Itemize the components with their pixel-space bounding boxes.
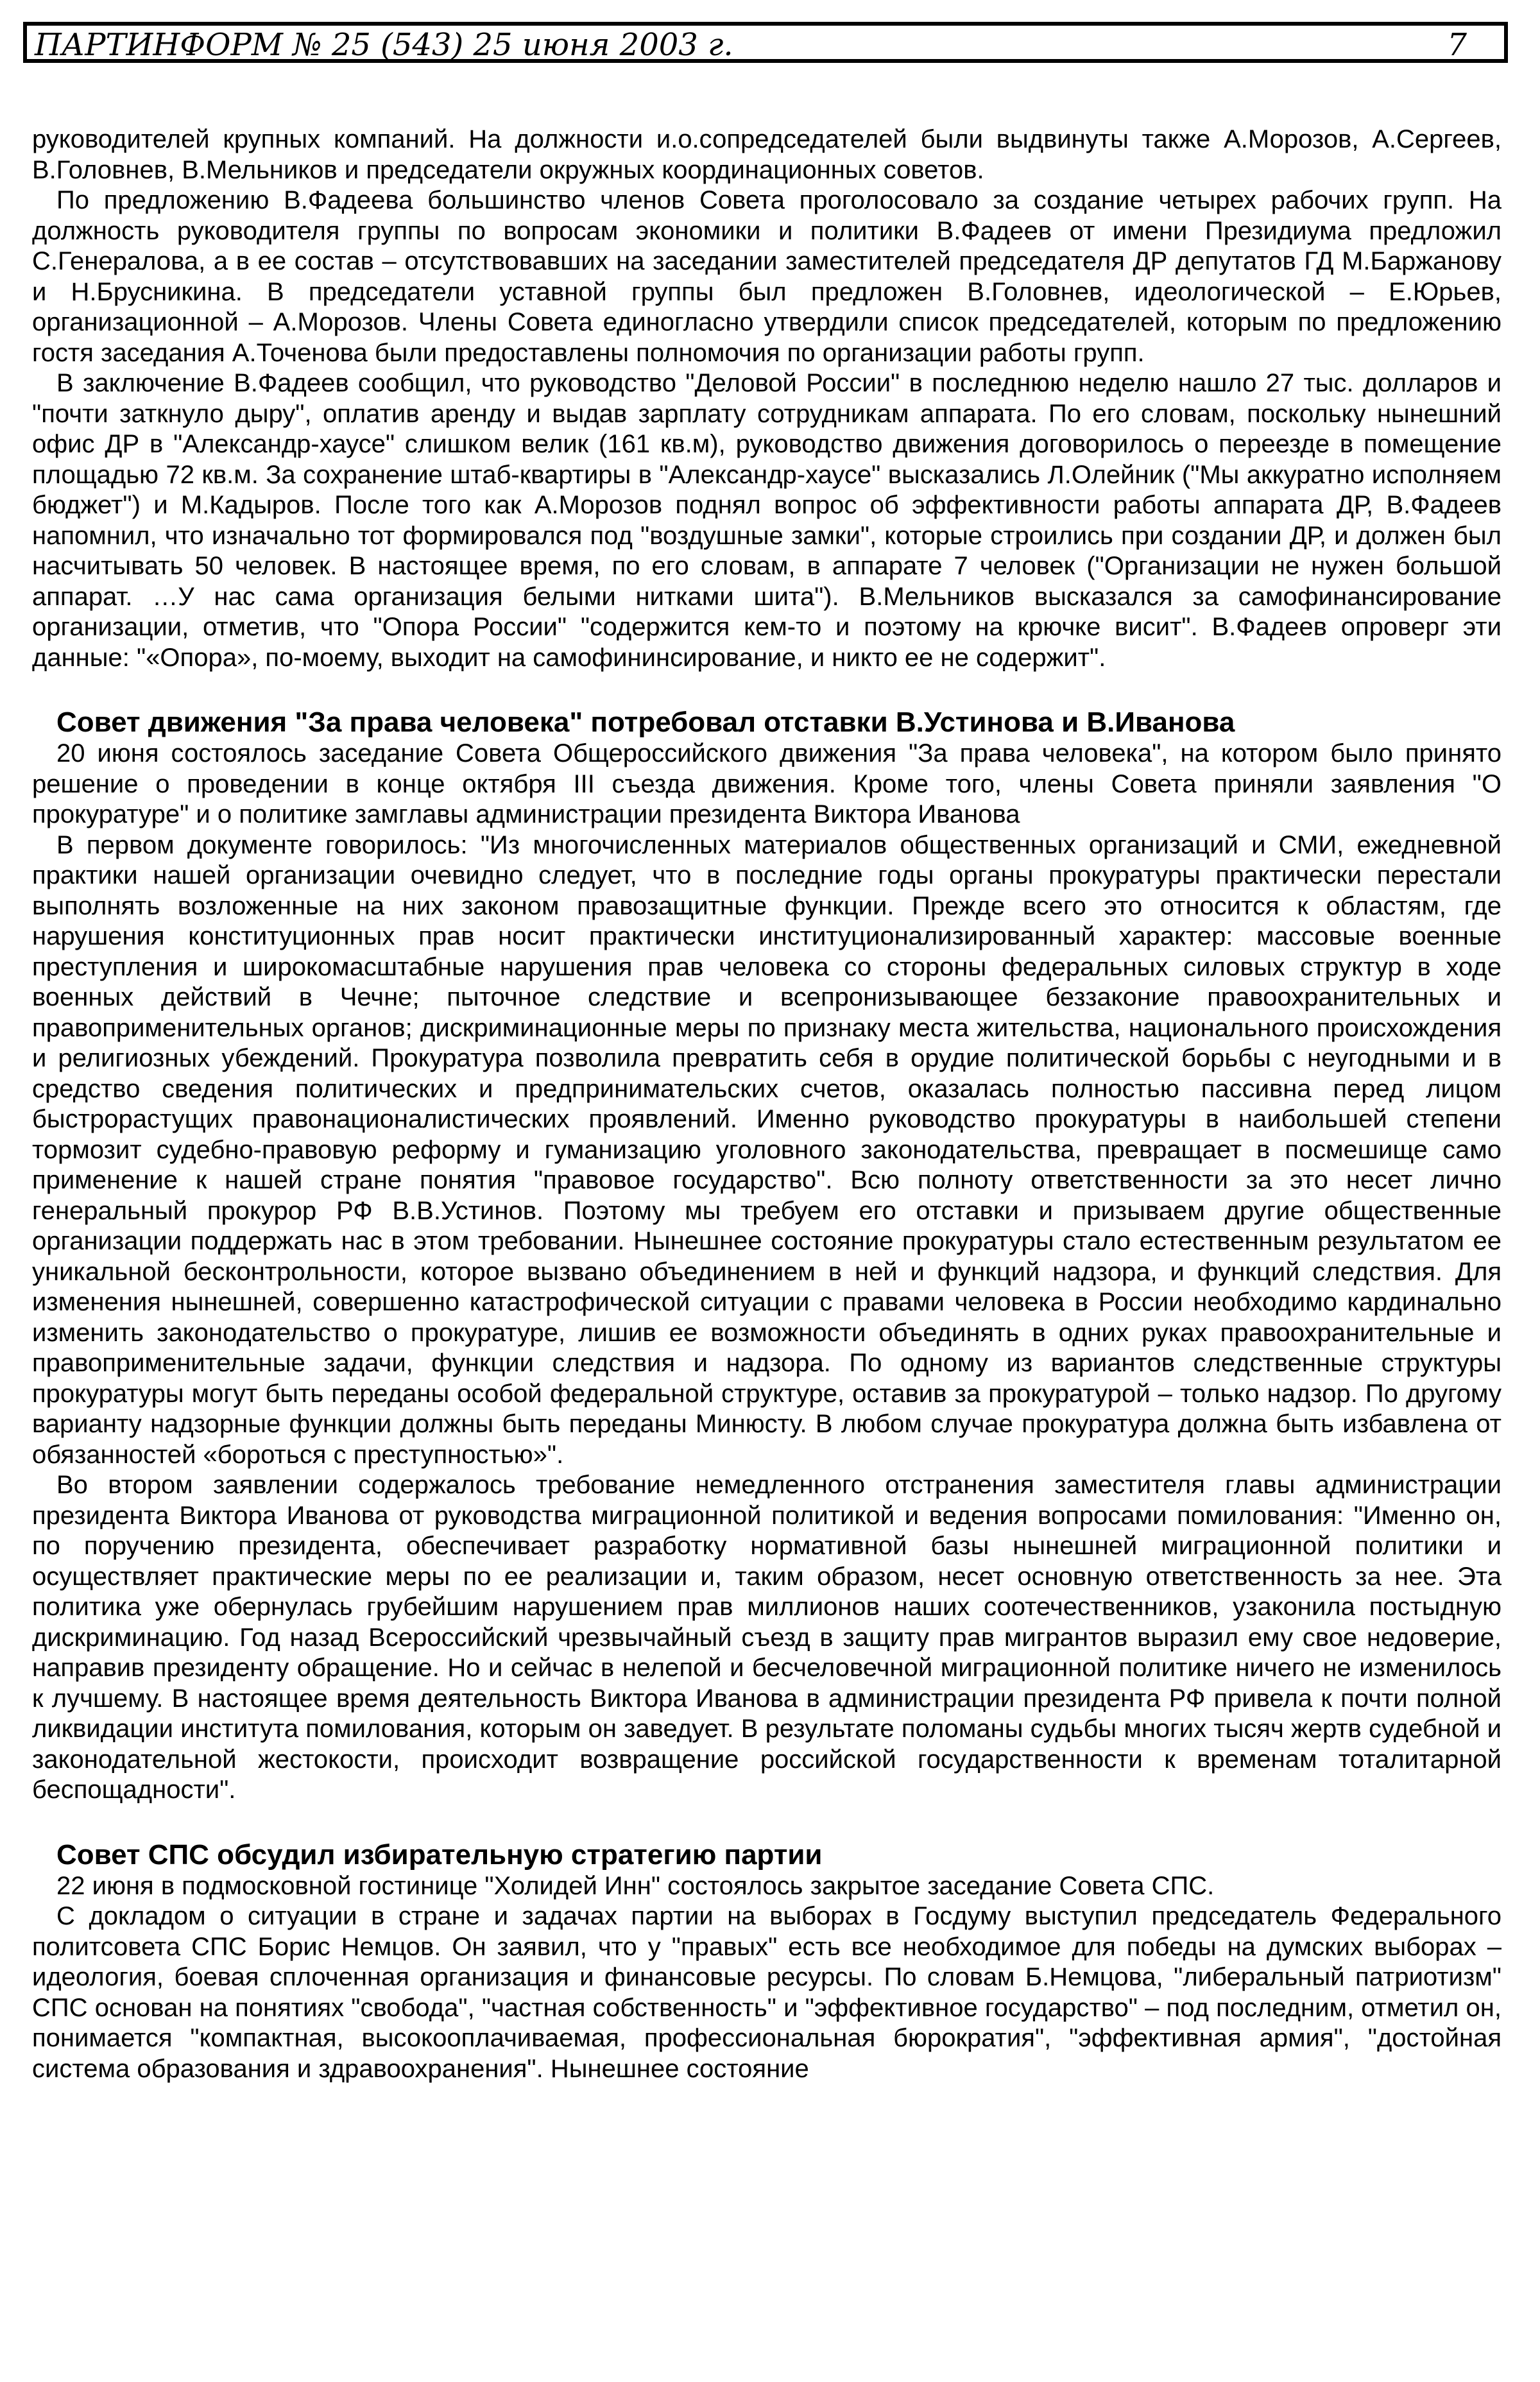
article-title: Совет движения "За права человека" потребовал отставки В.Устинова и В.Иванова: [56, 707, 1235, 738]
article-paragraph: В первом документе говорилось: "Из многочисленных материалов общественных организаций и СМИ, ежедневной практики нашей организации очевидно следует, что в последние годы органы прокуратуры практически перестали выполнять возложенные на них законом правозащитные функции. Прежде всего это относится к областям, где нарушения конституционных прав носит практически институционализированный характер: массовые военные преступления и широкомасштабные нарушения прав человека со стороны федеральных силовых структур в ходе военных действий в Чечне; пыточное следствие и всепронизывающее беззаконие правоохранительных и правоприменительных органов; дискриминационные меры по признаку места жительства, национального происхождения и религиозных убеждений. Прокуратура позволила превратить себя в орудие политической борьбы с неугодными и в средство сведения политических и предпринимательских счетов, оказалась полностью пассивна перед лицом быстрорастущих правонационалистических проявлений. Именно руководство прокуратуры в наибольшей степени тормозит судебно-правовую реформу и гуманизацию уголовного законодательства, превращает в посмешище само применение к нашей стране понятия "правовое государство". Всю полноту ответственности за это несет лично генеральный прокурор РФ В.В.Устинов. Поэтому мы требуем его отставки и призываем другие общественные организации поддержать нас в этом требовании. Нынешнее состояние прокуратуры стало естественным результатом ее уникальной бесконтрольности, которое вызвано объединением в ней и функций надзора, и функций следствия. Для изменения нынешней, совершенно катастрофической ситуации с правами человека в России необходимо кардинально изменить законодательство о прокуратуре, лишив ее возможности объединять в одних руках правоохранительные и правоприменительные задачи, функции следствия и надзора. По одному из вариантов следственные структуры прокуратуры могут быть переданы особой федеральной структуре, оставив за прокуратурой – только надзор. По другому варианту надзорные функции должны быть переданы Минюсту. В любом случае прокуратура должна быть избавлена от обязанностей «бороться с преступностью»".: [32, 830, 1502, 1469]
page-content: [32, 124, 1502, 2084]
article-paragraph: 20 июня состоялось заседание Совета Общероссийского движения "За права человека", на котором было принято решение о проведении в конце октября III съезда движения. Кроме того, члены Совета приняли заявления "О прокуратуре" и о политике замглавы администрации президента Виктора Иванова: [32, 739, 1502, 828]
intro-paragraph: руководителей крупных компаний. На должности и.о.сопредседателей были выдвинуты также А.Морозов, А.Сергеев, В.Головнев, В.Мельников и председатели окружных координационных советов.: [32, 125, 1502, 184]
page-number: 7: [1447, 27, 1467, 63]
header-title: ПАРТИНФОРМ № 25 (543) 25 июня 2003 г.: [35, 27, 733, 63]
page-header: [23, 22, 1508, 63]
intro-paragraph: По предложению В.Фадеева большинство членов Совета проголосовало за создание четырех рабочих групп. На должность руководителя группы по вопросам экономики и политики В.Фадеев от имени Президиума предложил С.Генералова, а в ее состав – отсутствовавших на заседании заместителей председателя ДР депутатов ГД М.Баржанову и Н.Брусникина. В председатели уставной группы был предложен В.Головнев, идеологической – Е.Юрьев, организационной – А.Морозов. Члены Совета единогласно утвердили список председателей, которым по предложению гостя заседания А.Точенова были предоставлены полномочия по организации работы групп.: [32, 186, 1502, 367]
article-paragraph: Во втором заявлении содержалось требование немедленного отстранения заместителя главы администрации президента Виктора Иванова от руководства миграционной политикой и ведения вопросами помилования: "Именно он, по поручению президента, обеспечивает разработку нормативной базы нынешней миграционной политики и осуществляет практические меры по ее реализации и, таким образом, несет основную ответственность за нее. Эта политика уже обернулась грубейшим нарушением прав миллионов наших соотечественников, узаконила постыдную дискриминацию. Год назад Всероссийский чрезвычайный съезд в защиту прав мигрантов выразил ему свое недоверие, направив президенту обращение. Но и сейчас в нелепой и бесчеловечной миграционной политике ничего не изменилось к лучшему. В настоящее время деятельность Виктора Иванова в администрации президента РФ привела к почти полной ликвидации института помилования, которым он заведует. В результате поломаны судьбы многих тысяч жертв судебной и законодательной жестокости, происходит возвращение российской государственности к временам тоталитарной беспощадности".: [32, 1471, 1502, 1804]
intro-paragraph: В заключение В.Фадеев сообщил, что руководство "Деловой России" в последнюю неделю нашло 27 тыс. долларов и "почти заткнуло дыру", оплатив аренду и выдав зарплату сотрудникам аппарата. По его словам, поскольку нынешний офис ДР в "Александр-хаусе" слишком велик (161 кв.м), руководство движения договорилось о переезде в помещение площадью 72 кв.м. За сохранение штаб-квартиры в "Александр-хаусе" высказались Л.Олейник ("Мы аккуратно исполняем бюджет") и М.Кадыров. После того как А.Морозов поднял вопрос об эффективности работы аппарата ДР, В.Фадеев напомнил, что изначально тот формировался под "воздушные замки", которые строились при создании ДР, и должен был насчитывать 50 человек. В настоящее время, по его словам, в аппарате 7 человек ("Организации не нужен большой аппарат. …У нас сама организация белыми нитками шита"). В.Мельников высказался за самофинансирование организации, отметив, что "Опора России" "содержится кем-то и поэтому на крючке висит". В.Фадеев опроверг эти данные: "«Опора», по-моему, выходит на самофининсирование, и никто ее не содержит".: [32, 369, 1502, 672]
article-title: Совет СПС обсудил избирательную стратегию партии: [56, 1838, 823, 1871]
article-paragraph: 22 июня в подмосковной гостинице "Холидей Инн" состоялось закрытое заседание Совета СПС.: [56, 1871, 1215, 1900]
article-paragraph: С докладом о ситуации в стране и задачах партии на выборах в Госдуму выступил председатель Федерального политсовета СПС Борис Немцов. Он заявил, что у "правых" есть все необходимое для победы на думских выборах – идеология, боевая сплоченная организация и финансовые ресурсы. По словам Б.Немцова, "либеральный патриотизм" СПС основан на понятиях "свобода", "частная собственность" и "эффективное государство" – под последним, отметил он, понимается "компактная, высокооплачиваемая, профессиональная бюрократия", "эффективная армия", "достойная система образования и здравоохранения". Нынешнее состояние: [32, 1902, 1502, 2083]
